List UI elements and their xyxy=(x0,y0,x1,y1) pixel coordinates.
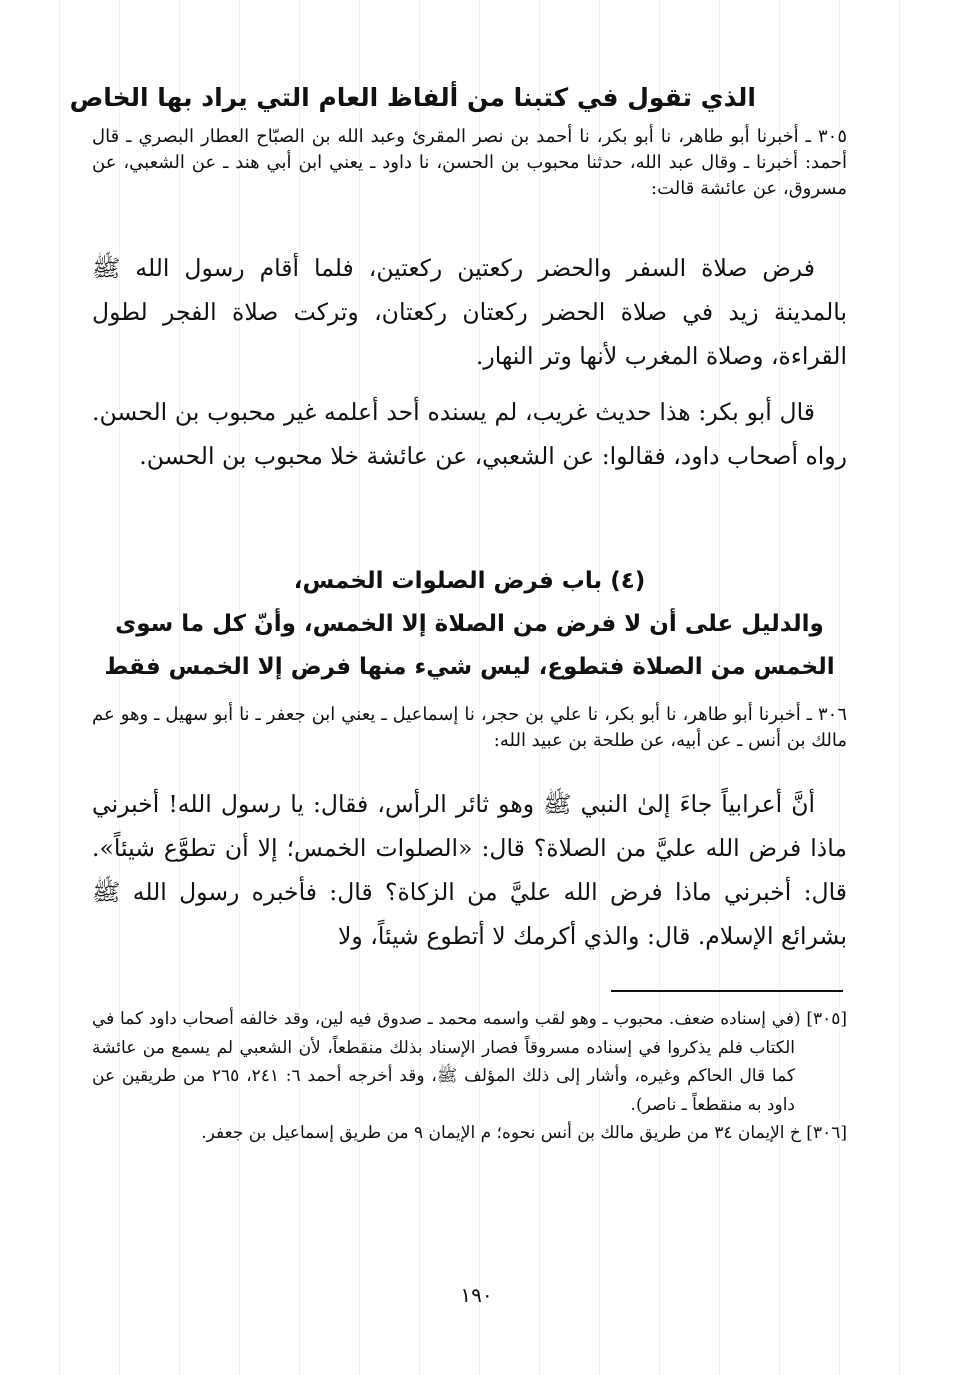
footnote-305: [٣٠٥] (في إسناده ضعف. محبوب ـ وهو لقب واسمه محمد ـ صدوق فيه لين، وقد خالفه أصحاب داود كما في الكتاب فلم يذكروا في إسناده مسروقاً فصار الإسناد بذلك منقطعاً، لأن الشعبي لم يسمع من عائشة كما قال الحاكم وغيره، وأشار إلى ذلك المؤلف ﷺ، وقد أخرجه أحمد ٦: ٢٤١، ٢٦٥ من طريقين عن داود به منقطعاً ـ ناصر). xyxy=(92,1009,847,1115)
running-head: الذي تقول في كتبنا من ألفاظ العام التي يراد بها الخاص xyxy=(69,83,756,112)
hadith-305-comment: قال أبو بكر: هذا حديث غريب، لم يسنده أحد أعلمه غير محبوب بن الحسن. رواه أصحاب داود، فقالوا: عن الشعبي، عن عائشة خلا محبوب بن الحسن. xyxy=(92,398,847,470)
chapter-subtitle-line-2: الخمس من الصلاة فتطوع، ليس شيء منها فرض إلا الخمس فقط xyxy=(104,654,835,680)
footnotes xyxy=(92,1005,847,1148)
hadith-305-isnad: ٣٠٥ ـ أخبرنا أبو طاهر، نا أبو بكر، نا أحمد بن نصر المقرئ وعبد الله بن الصبّاح العطار البصري ـ قال أحمد: أخبرنا ـ وقال عبد الله، حدثنا محبوب بن الحسن، نا داود ـ يعني ابن أبي هند ـ عن الشعبي، عن مسروق، عن عائشة قالت: xyxy=(92,126,847,199)
chapter-title: (٤) باب فرض الصلوات الخمس، xyxy=(293,568,646,594)
hadith-306-isnad: ٣٠٦ ـ أخبرنا أبو طاهر، نا أبو بكر، نا علي بن حجر، نا إسماعيل ـ يعني ابن جعفر ـ نا أبو سهيل ـ وهو عم مالك بن أنس ـ عن أبيه، عن طلحة بن عبيد الله: xyxy=(92,704,847,751)
page-number: ١٩٠ xyxy=(460,1283,493,1307)
hadith-305-matn: فرض صلاة السفر والحضر ركعتين ركعتين، فلما أقام رسول الله ﷺ بالمدينة زيد في صلاة الحضر ركعتان ركعتان، وتركت صلاة الفجر لطول القراءة، وصلاة المغرب لأنها وتر النهار. xyxy=(92,254,847,370)
footnote-306: [٣٠٦] خ الإيمان ٣٤ من طريق مالك بن أنس نحوه؛ م الإيمان ٩ من طريق إسماعيل بن جعفر. xyxy=(201,1123,847,1143)
hadith-306-matn: أنَّ أعرابياً جاءَ إلىٰ النبي ﷺ وهو ثائر الرأس، فقال: يا رسول الله! أخبرني ماذا فرض الله عليَّ من الصلاة؟ قال: «الصلوات الخمس؛ إلا أن تطوَّع شيئاً». قال: أخبرني ماذا فرض الله عليَّ من الزكاة؟ قال: فأخبره رسول الله ﷺ بشرائع الإسلام. قال: والذي أكرمك لا أتطوع شيئاً، ولا xyxy=(92,790,847,950)
footnote-separator xyxy=(611,990,843,992)
chapter-subtitle-line-1: والدليل على أن لا فرض من الصلاة إلا الخمس، وأنّ كل ما سوى xyxy=(115,611,824,637)
